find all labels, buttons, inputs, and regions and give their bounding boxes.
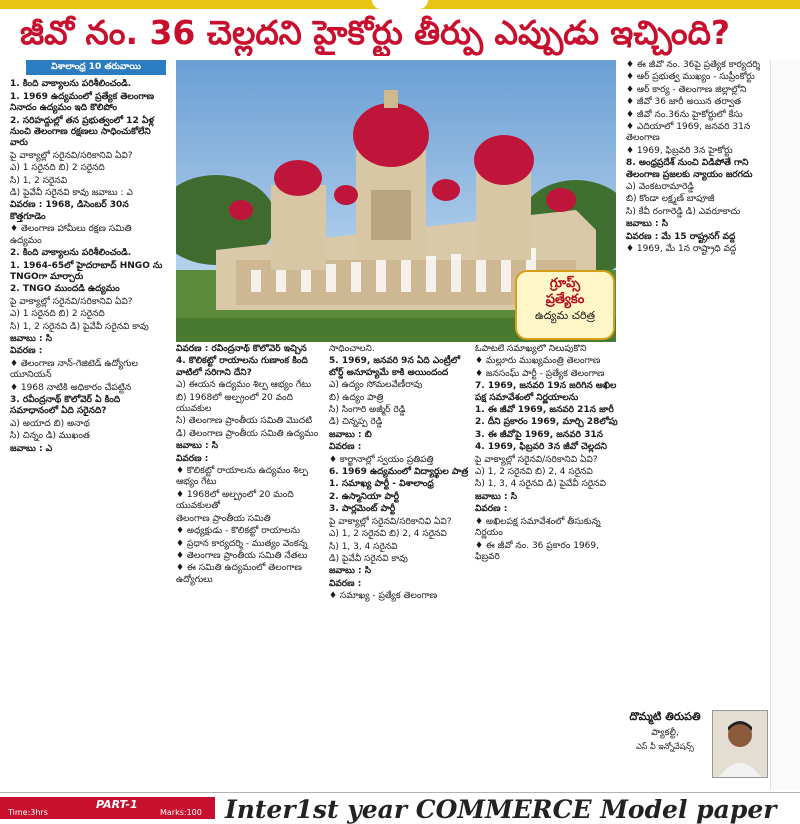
article-line: ♦ ఆర్ ప్రభుత్వ ముఖ్యం - సుప్రీంకోర్టు: [626, 72, 755, 83]
article-line: ఎ) ఈయన ఉద్యమం శిల్ప ఆభ్యం గేటు: [176, 380, 312, 391]
article-line: బి) 1968లో అల్ప్రంలో 20 వంది యువకుల: [176, 392, 293, 415]
author-name: దొమ్మటి తిరుపతి: [629, 710, 701, 723]
article-line: జవాబు : సి: [626, 219, 669, 230]
article-line: జవాబు : సి: [10, 333, 53, 344]
adjacent-page-edge: [770, 60, 800, 790]
top-color-strip: [0, 0, 800, 9]
article-line: 6. 1969 ఉద్యమంలో విద్యార్థుల పాత్ర: [329, 467, 469, 478]
article-line: పై వాక్యాల్లో సరైనవి/సరికానివి ఏవి?: [329, 516, 452, 527]
article-line: డి) పైవేవీ సరైనవి కావు జవాబు : ఎ: [10, 188, 133, 199]
article-line: పై వాక్యాల్లో సరైనవి/సరికానివి ఏవి?: [10, 150, 133, 161]
article-line: ♦ జీవో నం.36ను హైకోర్టులో కేసు: [626, 109, 743, 120]
part-label-box: [0, 797, 215, 819]
article-line: వివరణ :: [329, 442, 362, 453]
article-line: 2. TNGO ముందడి ఉద్యమం: [10, 284, 120, 295]
article-line: 2. ఉస్మానియా పార్టీ: [329, 491, 400, 502]
article-line: ♦ ప్రధాన కార్యదర్శి - ముత్యం వెంకన్న: [176, 538, 308, 549]
article-line: ఎ) ఉద్యం సోమలవేణీరావు: [329, 380, 423, 391]
article-line: 1. 1964-65లో హైదరాబాద్ HNGO ను TNGOగా మార్చారు: [10, 260, 163, 282]
author-photo: [712, 710, 768, 778]
author-institution: ఎస్ వీ ఇన్నోవేషన్స్: [636, 742, 694, 751]
article-line: జవాబు : సి: [176, 441, 219, 452]
author-role: ప్యాకల్టీ,: [651, 728, 679, 738]
marks-label: Marks:100: [160, 808, 202, 817]
article-line: ♦ అధ్యక్షుడు - కొలికట్టో రాయాలను: [176, 526, 300, 537]
article-line: 4. కొలికట్టో రాయాలను గుణాంక కింది వాటిలో సరిగాని దేని?: [176, 356, 308, 378]
badge-line-1: గ్రూప్స్: [549, 276, 581, 291]
article-line: వివరణ :: [329, 578, 362, 589]
article-line: 3. రవీంద్రనాథ్ కొలోవెర్ ఏ కింది సమాధానంలో ఏది సరైనది?: [10, 394, 121, 417]
article-line: ఎ) 1 సరైనది బి) 2 సరైనది: [10, 309, 105, 320]
article-line: 7. 1969, జనవరి 19న జరిగిన అఖిల పక్ష సమావేశంలో నిర్ణయాలను: [475, 381, 617, 403]
article-line: జవాబు : సి: [329, 566, 372, 577]
article-line: ఓపాటలే సమాఖ్యలో నిలుపుకొని: [475, 344, 587, 354]
column-a-body: [10, 79, 166, 455]
column-d: [475, 344, 621, 788]
article-line: ♦ 1968లో అల్ప్రంలో 20 మంది యువకులతో: [176, 489, 294, 512]
article-line: 1. కింది వాక్యాలను పరిశీలించండి.: [10, 79, 132, 90]
article-line: ♦ 1968 నాటికి అధికారం చేపట్టిన: [10, 382, 132, 393]
article-line: ఎ) 1, 2 సరైనవి బి) 2, 4 సరైనవి: [475, 467, 593, 478]
article-line: ♦ మల్లూరు ముఖ్యమంత్రి తెలంగాణ: [475, 356, 601, 367]
author-portrait-icon: [713, 711, 767, 777]
article-line: సి) కేవీ రంగారెడ్డి డి) ఎవరూకాదు: [626, 206, 741, 217]
article-line: 1. ఈ జీవో 1969, జనవరి 21న జారీ: [475, 405, 614, 416]
article-line: ♦ కార్ఖానాల్లో స్వయం ప్రతిపత్తి: [329, 454, 434, 465]
article-line: ♦ ఎదియాలో 1969, జనవరి 31న తెలంగాణ: [626, 122, 751, 144]
article-line: సి) చిన్నం డి) ముఖంత: [10, 431, 90, 442]
article-line: 3. పార్లమెంట్ పార్టీ: [329, 504, 396, 515]
continuation-label: విశాలాంధ్ర 10 తరువాయి: [26, 60, 166, 75]
article-line: 2. సరిహద్దుల్లో తన ప్రభుత్వంలో 12 ఏళ్ల నుంచి తెలంగాణ రక్షణలు సాధించుకోలేని వారు: [10, 115, 155, 149]
article-line: వివరణ :: [176, 453, 209, 464]
article-line: ♦ 1969, మే 1న రాష్ట్రాధి వద్ద: [626, 244, 737, 255]
article-line: ♦ కొలికట్టో రాయాలను ఉద్యమం శిల్ప ఆభ్యం గేటు: [176, 466, 308, 488]
article-line: సాధించాలని.: [329, 344, 375, 354]
column-a: [10, 60, 166, 788]
article-line: ♦ తెలంగాణ హామీలు రక్షణ సమితి ఉద్యమం: [10, 224, 132, 246]
article-line: 5. 1969, జనవరి 9న ఏది ఎంట్రీలో బోర్డ్ అనూహ్యమే కాకి అయిందంద: [329, 356, 460, 378]
article-line: వివరణ :: [475, 504, 508, 515]
article-line: ఎ) 1 సరైనది బి) 2 సరైనది: [10, 163, 105, 174]
article-line: ♦ సమాఖ్య - ప్రత్యేక తెలంగాణ: [329, 591, 438, 602]
article-line: ♦ జనసంఘ్ పార్టీ - ప్రత్యేక తెలంగాణ: [475, 368, 605, 379]
article-line: ♦ ఈ జీవో నం. 36పై ప్రత్యేక కార్యదర్శి: [626, 60, 761, 70]
column-b: [176, 344, 324, 788]
article-line: సి) తెలంగాణ ప్రాంతీయ సమితి మొదటి: [176, 416, 313, 427]
article-line: ♦ జీవో 36 జారీ అయిన తర్వాత: [626, 97, 741, 108]
article-line: ♦ తెలంగాణ ప్రాంతీయ సమితి నేతలు: [176, 550, 308, 561]
article-line: సి) 1, 2 సరైనవి డి) పైవేవీ సరైనవి కావు: [10, 321, 149, 332]
part-label: PART-1: [96, 798, 138, 811]
article-line: 4. 1969, ఫిబ్రవరి 3న జీవో చెల్లదని: [475, 442, 607, 453]
article-line: డి) తెలంగాణ ప్రాంతీయ సమితి ఉద్యమం: [176, 428, 319, 439]
article-line: సి) 1, 3, 4 సరైనవి డి) పైవేవీ సరైనవి: [475, 479, 606, 490]
article-line: 2. దీని ప్రకారం 1969, మార్చి 28లోపు: [475, 417, 618, 428]
article-line: 1. 1969 ఉద్యమంలో ప్రత్యేక తెలంగాణ నినాదం ఉద్యమం ఇది కొలిపోం: [10, 91, 155, 114]
time-label: Time:3hrs: [8, 808, 48, 817]
article-line: వివరణ :: [10, 346, 43, 357]
article-line: సి) 1, 2 సరైనవి: [10, 175, 68, 186]
article-line: 1. సమాఖ్య పార్టీ - విశాలాంధ్ర: [329, 479, 434, 490]
article-line: డి) చిన్నప్ప రెడ్డి: [329, 417, 383, 428]
article-line: జవాబు : బి: [329, 429, 372, 440]
article-line: పై వాక్యాల్లో సరైనవి/సరికానివి ఏవి?: [475, 454, 598, 465]
article-line: బి) ఉద్యం పాత్రి: [329, 392, 384, 403]
article-line: డి) పైవేవీ సరైనవి కావు: [329, 553, 408, 564]
article-line: 3. ఈ జీవోపై 1969, జనవరి 31న: [475, 429, 603, 440]
article-line: ♦ ఈ జీవో నం. 36 ప్రకారం 1969, ఫిబ్రవరి: [475, 540, 599, 562]
badge-line-2: ప్రత్యేకం: [545, 292, 585, 307]
article-line: 2. కింది వాక్యాలను పరిశీలించండి.: [10, 248, 132, 259]
article-line: వివరణ : 1968, డిసెంబర్ 30న కొత్తగూడెం: [10, 200, 129, 222]
top-strip-notch: [372, 0, 428, 9]
article-line: సి) సింగారి అజ్మీర్ రెడ్డి: [329, 405, 406, 416]
column-e: [626, 60, 768, 660]
column-c: [329, 344, 471, 788]
footer-divider: [0, 792, 800, 793]
article-line: ఎ) వెంకటరామారెడ్డి: [626, 182, 694, 193]
article-page: [10, 60, 765, 790]
article-line: ♦ అఖిలపక్ష సమావేశంలో తీసుకున్న నిర్ణయం: [475, 516, 601, 539]
article-line: జవాబు : సి: [475, 491, 518, 502]
model-paper-title: Inter1st year COMMERCE Model paper: [225, 795, 777, 824]
article-line: 8. అంధ్రప్రదేశ్ నుంచి విడిపోతే గాని తెలంగాణ ప్రజలకు న్యాయం జరగదు: [626, 158, 753, 180]
article-line: ఎ) 1, 2 సరైనవి బి) 2, 4 సరైనవి: [329, 529, 447, 540]
article-line: ♦ తెలంగాణ నాన్-గెజిటెడ్ ఉద్యోగుల యూనియన్: [10, 358, 138, 381]
article-line: బి) కొండా లక్ష్మణ్ బాపూజీ: [626, 194, 715, 205]
article-line: తెలంగాణ ప్రాంతీయ సమితి: [176, 513, 271, 524]
article-line: సి) 1, 3, 4 సరైనవి: [329, 541, 398, 552]
badge-line-3: ఉద్యమ చరిత్ర: [534, 309, 596, 322]
article-line: వివరణ : మే 15 రాష్ట్రనగ్ వద్ద: [626, 231, 736, 242]
article-line: ♦ 1969, ఫిబ్రవరి 3న హైకోర్టు: [626, 145, 733, 156]
article-line: ♦ ఆర్ కార్య - తెలంగాణ జిల్లాల్లోని: [626, 84, 747, 95]
group-special-badge: [515, 270, 615, 340]
article-line: జవాబు : ఎ: [10, 443, 53, 454]
headline: జీవో నం. 36 చెల్లదని హైకోర్టు తీర్పు ఎప్పుడు ఇచ్చింది?: [20, 13, 731, 52]
article-line: వివరణ : రవీంద్రనాథ్ కొలోవెర్ ఇచ్చిన: [176, 344, 307, 354]
article-line: పై వాక్యాల్లో సరైనవి/సరికానివి ఏవి?: [10, 296, 133, 307]
article-line: ♦ ఈ సమితి ఉద్యమంలో తెలంగాణ ఉద్యోగులు: [176, 563, 302, 585]
author-card: [626, 710, 768, 780]
article-line: ఎ) అయాద బి) అనాథ: [10, 418, 90, 429]
